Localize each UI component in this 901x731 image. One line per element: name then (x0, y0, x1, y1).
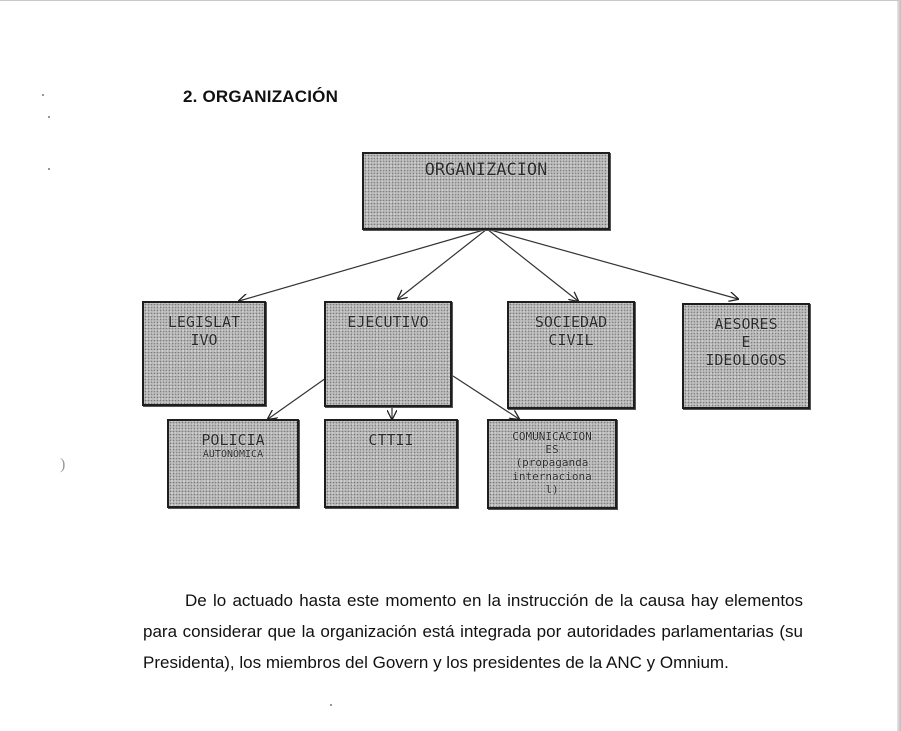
box-sociedad-civil (507, 301, 635, 409)
connector-root-ejecutivo (398, 229, 487, 299)
section-heading: 2. ORGANIZACIÓN (183, 87, 339, 106)
margin-mark: ) (60, 456, 66, 473)
box-ejecutivo-label: EJECUTIVO (347, 313, 429, 331)
box-legislativo-label: LEGISLAT IVO (167, 313, 241, 349)
box-policia-label: POLICIA (201, 431, 265, 449)
box-sociedad-civil-label: SOCIEDAD CIVIL (534, 313, 608, 349)
box-legislativo (142, 301, 266, 406)
box-comunicaciones (487, 419, 617, 509)
box-policia (167, 419, 299, 508)
box-policia-sublabel: AUTONÓMICA (202, 449, 264, 460)
box-comunicaciones-label: COMUNICACION ES (propaganda internaciona l) (512, 430, 592, 496)
box-asesores (682, 303, 810, 409)
box-organizacion (362, 152, 610, 230)
organization-diagram (0, 1, 901, 561)
scan-speck (330, 704, 332, 706)
box-cttii (324, 419, 458, 508)
connector-root-sociedad (487, 229, 578, 301)
body-paragraph: De lo actuado hasta este momento en la instrucción de la causa hay elementos para considerar que la organización está integrada por autoridades parlamentarias (su Presidenta), los miembros del Govern y los presidentes de la ANC y Omnium. (143, 591, 803, 672)
connector-ejecutivo-policia (268, 378, 326, 419)
box-ejecutivo (324, 301, 452, 407)
box-asesores-label: AESORES E IDEOLOGOS (705, 315, 787, 369)
connector-root-asesores (487, 229, 738, 299)
box-organizacion-label: ORGANIZACION (424, 160, 548, 180)
connector-root-legislativo (239, 229, 487, 301)
box-cttii-label: CTTII (368, 431, 414, 449)
